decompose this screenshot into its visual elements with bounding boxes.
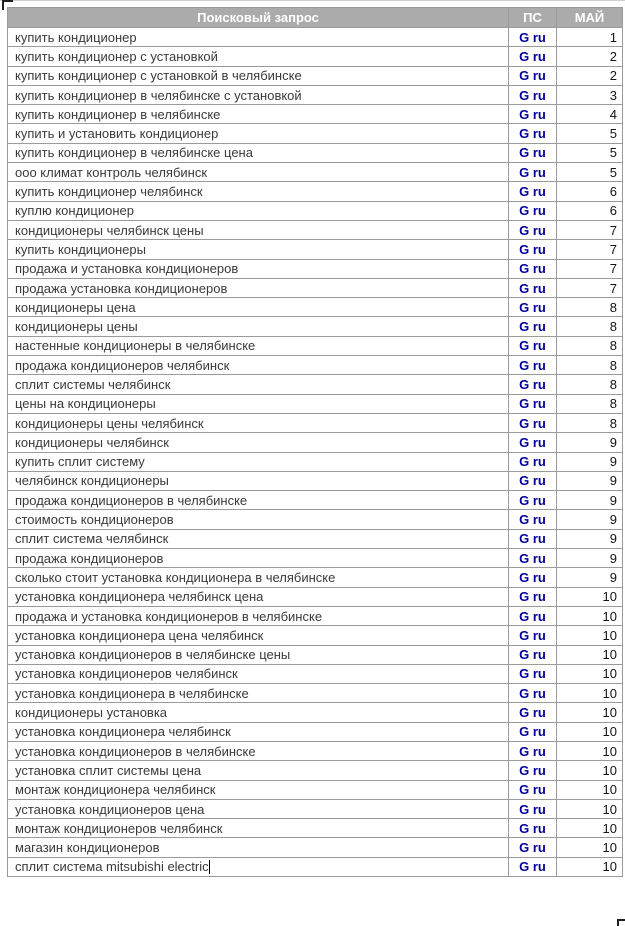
text-caret: [209, 860, 210, 874]
query-cell[interactable]: продажа кондиционеров челябинск: [8, 356, 509, 375]
ps-cell[interactable]: G ru: [509, 201, 557, 220]
ps-cell[interactable]: G ru: [509, 529, 557, 548]
table-row: [8, 317, 623, 336]
ps-cell[interactable]: G ru: [509, 491, 557, 510]
ps-cell[interactable]: G ru: [509, 703, 557, 722]
window-corner-bottom-right: [617, 919, 625, 926]
value-cell[interactable]: 10: [557, 799, 623, 818]
table-row: [8, 375, 623, 394]
query-cell[interactable]: установка кондиционеров в челябинске: [8, 741, 509, 760]
column-header-ps[interactable]: ПС: [509, 8, 557, 28]
window-edge-line: [0, 0, 625, 1]
value-cell[interactable]: 2: [557, 66, 623, 85]
query-cell[interactable]: установка кондиционеров челябинск: [8, 664, 509, 683]
ps-cell[interactable]: G ru: [509, 105, 557, 124]
query-cell[interactable]: кондиционеры цены: [8, 317, 509, 336]
query-cell[interactable]: сплит система mitsubishi electric: [8, 857, 509, 876]
table-row: [8, 85, 623, 104]
value-cell[interactable]: 9: [557, 549, 623, 568]
ps-cell[interactable]: G ru: [509, 799, 557, 818]
value-cell[interactable]: 10: [557, 645, 623, 664]
query-cell[interactable]: цены на кондиционеры: [8, 394, 509, 413]
query-cell[interactable]: купить кондиционеры: [8, 240, 509, 259]
query-cell[interactable]: продажа кондиционеров: [8, 549, 509, 568]
query-cell[interactable]: сплит системы челябинск: [8, 375, 509, 394]
query-cell[interactable]: установка кондиционера челябинск: [8, 722, 509, 741]
value-cell[interactable]: 10: [557, 838, 623, 857]
value-cell[interactable]: 10: [557, 722, 623, 741]
column-header-query[interactable]: Поисковый запрос: [8, 8, 509, 28]
value-cell[interactable]: 10: [557, 780, 623, 799]
table-row: [8, 47, 623, 66]
table-row: [8, 722, 623, 741]
value-cell[interactable]: 8: [557, 298, 623, 317]
value-cell[interactable]: 8: [557, 317, 623, 336]
query-cell[interactable]: купить и установить кондиционер: [8, 124, 509, 143]
table-row: [8, 510, 623, 529]
ps-cell[interactable]: G ru: [509, 761, 557, 780]
ps-cell[interactable]: G ru: [509, 510, 557, 529]
table-row: [8, 761, 623, 780]
ps-cell[interactable]: G ru: [509, 336, 557, 355]
query-cell[interactable]: стоимость кондиционеров: [8, 510, 509, 529]
ps-cell[interactable]: G ru: [509, 452, 557, 471]
value-cell[interactable]: 6: [557, 182, 623, 201]
value-cell[interactable]: 7: [557, 278, 623, 297]
ps-cell[interactable]: G ru: [509, 143, 557, 162]
table-row: [8, 124, 623, 143]
value-cell[interactable]: 5: [557, 143, 623, 162]
ps-cell[interactable]: G ru: [509, 413, 557, 432]
query-cell[interactable]: монтаж кондиционера челябинск: [8, 780, 509, 799]
value-cell[interactable]: 7: [557, 220, 623, 239]
table-row: [8, 529, 623, 548]
ps-cell[interactable]: G ru: [509, 394, 557, 413]
ps-cell[interactable]: G ru: [509, 741, 557, 760]
ps-cell[interactable]: G ru: [509, 298, 557, 317]
header-row: [8, 8, 623, 28]
value-cell[interactable]: 6: [557, 201, 623, 220]
query-cell[interactable]: установка кондиционеров цена: [8, 799, 509, 818]
query-cell[interactable]: кондиционеры цена: [8, 298, 509, 317]
value-cell[interactable]: 8: [557, 356, 623, 375]
ps-cell[interactable]: G ru: [509, 433, 557, 452]
query-cell[interactable]: установка кондиционеров в челябинске цены: [8, 645, 509, 664]
table-row: [8, 66, 623, 85]
ps-cell[interactable]: G ru: [509, 259, 557, 278]
value-cell[interactable]: 1: [557, 28, 623, 47]
ps-cell[interactable]: G ru: [509, 182, 557, 201]
table-row: [8, 28, 623, 47]
table-row: [8, 278, 623, 297]
value-cell[interactable]: 10: [557, 626, 623, 645]
table-row: [8, 549, 623, 568]
table-row: [8, 394, 623, 413]
ps-cell[interactable]: G ru: [509, 356, 557, 375]
query-cell[interactable]: установка сплит системы цена: [8, 761, 509, 780]
value-cell[interactable]: 9: [557, 452, 623, 471]
query-cell[interactable]: купить кондиционер в челябинске: [8, 105, 509, 124]
table-row: [8, 626, 623, 645]
value-cell[interactable]: 2: [557, 47, 623, 66]
ps-cell[interactable]: G ru: [509, 722, 557, 741]
ps-cell[interactable]: G ru: [509, 278, 557, 297]
query-cell[interactable]: купить кондиционер с установкой в челябинске: [8, 66, 509, 85]
query-cell[interactable]: установка кондиционера челябинск цена: [8, 587, 509, 606]
ps-cell[interactable]: G ru: [509, 780, 557, 799]
value-cell[interactable]: 8: [557, 413, 623, 432]
query-cell[interactable]: кондиционеры установка: [8, 703, 509, 722]
table-row: [8, 645, 623, 664]
table-row: [8, 491, 623, 510]
table-row: [8, 684, 623, 703]
table-row: [8, 336, 623, 355]
value-cell[interactable]: 10: [557, 857, 623, 876]
ps-cell[interactable]: G ru: [509, 85, 557, 104]
query-cell[interactable]: купить кондиционер с установкой: [8, 47, 509, 66]
table-row: [8, 452, 623, 471]
value-cell[interactable]: 5: [557, 163, 623, 182]
value-cell[interactable]: 9: [557, 433, 623, 452]
query-cell[interactable]: монтаж кондиционеров челябинск: [8, 819, 509, 838]
value-cell[interactable]: 4: [557, 105, 623, 124]
column-header-may[interactable]: МАЙ: [557, 8, 623, 28]
query-cell[interactable]: куплю кондиционер: [8, 201, 509, 220]
table-row: [8, 356, 623, 375]
ps-cell[interactable]: G ru: [509, 471, 557, 490]
ps-cell[interactable]: G ru: [509, 645, 557, 664]
query-cell[interactable]: ооо климат контроль челябинск: [8, 163, 509, 182]
ps-cell[interactable]: G ru: [509, 124, 557, 143]
ps-cell[interactable]: G ru: [509, 375, 557, 394]
ps-cell[interactable]: G ru: [509, 606, 557, 625]
query-cell[interactable]: продажа установка кондиционеров: [8, 278, 509, 297]
query-cell[interactable]: продажа и установка кондиционеров: [8, 259, 509, 278]
table-row: [8, 780, 623, 799]
query-cell[interactable]: купить кондиционер: [8, 28, 509, 47]
ps-cell[interactable]: G ru: [509, 220, 557, 239]
table-row: [8, 433, 623, 452]
query-cell[interactable]: челябинск кондиционеры: [8, 471, 509, 490]
table-row: [8, 568, 623, 587]
keywords-table: [7, 7, 623, 877]
query-cell[interactable]: продажа кондиционеров в челябинске: [8, 491, 509, 510]
value-cell[interactable]: 10: [557, 587, 623, 606]
table-header: [8, 8, 623, 28]
value-cell[interactable]: 10: [557, 606, 623, 625]
query-cell[interactable]: кондиционеры челябинск цены: [8, 220, 509, 239]
ps-cell[interactable]: G ru: [509, 568, 557, 587]
table-body: [8, 28, 623, 877]
table-row: [8, 606, 623, 625]
query-cell[interactable]: сколько стоит установка кондиционера в челябинске: [8, 568, 509, 587]
table-row: [8, 587, 623, 606]
query-cell[interactable]: купить кондиционер в челябинске цена: [8, 143, 509, 162]
value-cell[interactable]: 7: [557, 259, 623, 278]
query-cell[interactable]: сплит система челябинск: [8, 529, 509, 548]
value-cell[interactable]: 8: [557, 394, 623, 413]
ps-cell[interactable]: G ru: [509, 664, 557, 683]
table-row: [8, 703, 623, 722]
table-row: [8, 838, 623, 857]
value-cell[interactable]: 10: [557, 684, 623, 703]
table-row: [8, 819, 623, 838]
table-row: [8, 163, 623, 182]
ps-cell[interactable]: G ru: [509, 838, 557, 857]
value-cell[interactable]: 8: [557, 375, 623, 394]
ps-cell[interactable]: G ru: [509, 240, 557, 259]
value-cell[interactable]: 9: [557, 471, 623, 490]
table-row: [8, 105, 623, 124]
value-cell[interactable]: 5: [557, 124, 623, 143]
ps-cell[interactable]: G ru: [509, 163, 557, 182]
query-cell[interactable]: настенные кондиционеры в челябинске: [8, 336, 509, 355]
value-cell[interactable]: 10: [557, 819, 623, 838]
query-cell[interactable]: купить кондиционер челябинск: [8, 182, 509, 201]
ps-cell[interactable]: G ru: [509, 317, 557, 336]
ps-cell[interactable]: G ru: [509, 819, 557, 838]
table-row: [8, 413, 623, 432]
table-row: [8, 220, 623, 239]
value-cell[interactable]: 9: [557, 529, 623, 548]
ps-cell[interactable]: G ru: [509, 626, 557, 645]
ps-cell[interactable]: G ru: [509, 66, 557, 85]
value-cell[interactable]: 10: [557, 741, 623, 760]
table-row: [8, 240, 623, 259]
query-cell[interactable]: кондиционеры цены челябинск: [8, 413, 509, 432]
ps-cell[interactable]: G ru: [509, 587, 557, 606]
query-cell[interactable]: продажа и установка кондиционеров в челябинске: [8, 606, 509, 625]
value-cell[interactable]: 8: [557, 336, 623, 355]
table-row: [8, 664, 623, 683]
query-cell[interactable]: кондиционеры челябинск: [8, 433, 509, 452]
ps-cell[interactable]: G ru: [509, 857, 557, 876]
table-row: [8, 259, 623, 278]
table-row: [8, 201, 623, 220]
query-cell[interactable]: установка кондиционера в челябинске: [8, 684, 509, 703]
value-cell[interactable]: 10: [557, 761, 623, 780]
ps-cell[interactable]: G ru: [509, 684, 557, 703]
table-row: [8, 857, 623, 876]
table-row: [8, 471, 623, 490]
value-cell[interactable]: 10: [557, 664, 623, 683]
table-row: [8, 741, 623, 760]
value-cell[interactable]: 9: [557, 510, 623, 529]
value-cell[interactable]: 9: [557, 568, 623, 587]
value-cell[interactable]: 9: [557, 491, 623, 510]
query-cell[interactable]: купить сплит систему: [8, 452, 509, 471]
table-row: [8, 298, 623, 317]
value-cell[interactable]: 7: [557, 240, 623, 259]
table-row: [8, 143, 623, 162]
table-row: [8, 182, 623, 201]
query-cell[interactable]: купить кондиционер в челябинске с установкой: [8, 85, 509, 104]
value-cell[interactable]: 3: [557, 85, 623, 104]
ps-cell[interactable]: G ru: [509, 47, 557, 66]
query-cell[interactable]: установка кондиционера цена челябинск: [8, 626, 509, 645]
ps-cell[interactable]: G ru: [509, 28, 557, 47]
query-cell[interactable]: магазин кондиционеров: [8, 838, 509, 857]
value-cell[interactable]: 10: [557, 703, 623, 722]
table-row: [8, 799, 623, 818]
ps-cell[interactable]: G ru: [509, 549, 557, 568]
